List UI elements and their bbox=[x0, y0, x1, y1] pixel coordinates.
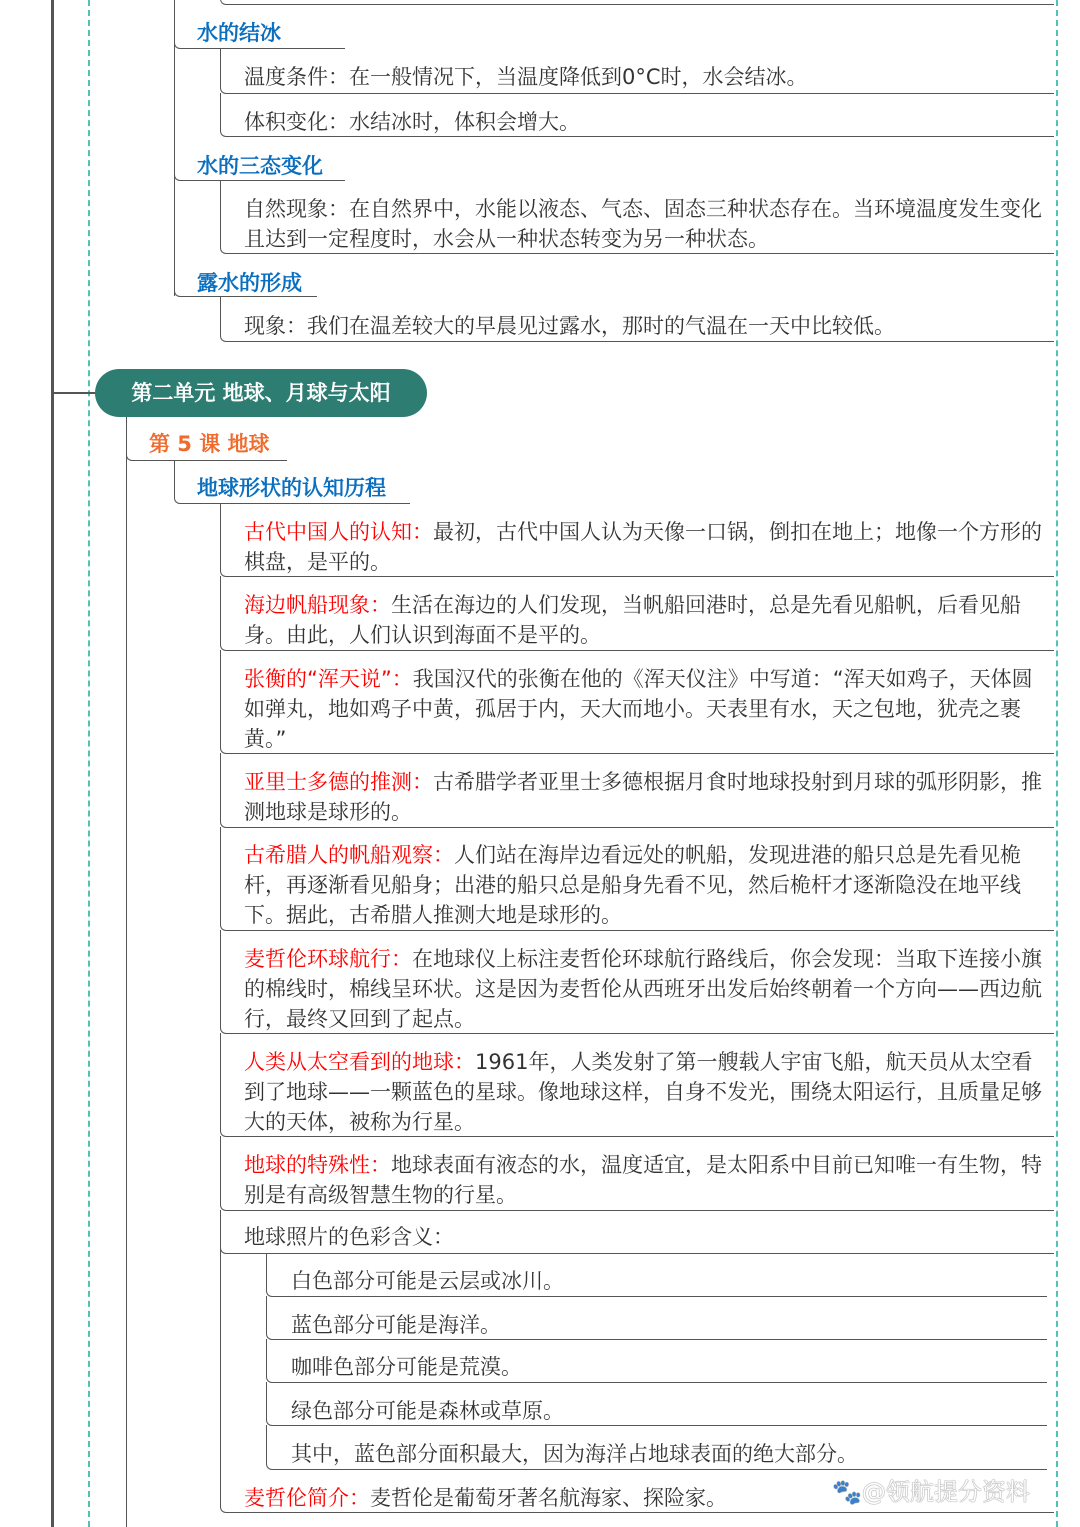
lesson-5-title: 第 5 课 地球 bbox=[149, 432, 270, 456]
topic-item-7-text: 1961年，人类发射了第一艘载人宇宙飞船，航天员从太空看到了地球——一颗蓝色的星球。像地球这样，自身不发光，围绕太阳运行，且质量足够大的天体，被称为行星。 bbox=[244, 1050, 1042, 1134]
topic-item-5-text: 人们站在海岸边看远处的帆船，发现进港的船只总是先看见桅杆，再逐渐看见船身；出港的船只总是船身先看不见，然后桅杆才逐渐隐没在地平线下。据此，古希腊人推测大地是球形的。 bbox=[244, 843, 1021, 927]
topic-item-5 bbox=[244, 840, 1044, 930]
topic-item-1 bbox=[244, 517, 1044, 577]
topic-item-4-label: 亚里士多德的推测： bbox=[244, 770, 433, 794]
unit-2-connector bbox=[126, 417, 127, 1527]
topic-item-2-label: 海边帆船现象： bbox=[244, 593, 391, 617]
topic-item-5-label: 古希腊人的帆船观察： bbox=[244, 843, 454, 867]
dew-item-1: 现象：我们在温差较大的早晨见过露水，那时的气温在一天中比较低。 bbox=[244, 314, 895, 338]
prev-item-underline bbox=[220, 0, 1054, 5]
photo-color-4: 绿色部分可能是森林或草原。 bbox=[291, 1399, 564, 1423]
photo-color-1: 白色部分可能是云层或冰川。 bbox=[291, 1269, 564, 1293]
photo-color-2: 蓝色部分可能是海洋。 bbox=[291, 1313, 501, 1337]
magellan-intro-text: 麦哲伦是葡萄牙著名航海家、探险家。 bbox=[370, 1486, 727, 1510]
freezing-item-1: 温度条件：在一般情况下，当温度降低到0°C时，水会结冰。 bbox=[244, 65, 808, 89]
topic-item-8-text: 地球表面有液态的水，温度适宜，是太阳系中目前已知唯一有生物，特别是有高级智慧生物的行星。 bbox=[244, 1153, 1042, 1207]
freezing-heading: 水的结冰 bbox=[197, 21, 281, 45]
dashed-border-left bbox=[88, 0, 90, 1527]
topic-item-3-label: 张衡的“浑天说”： bbox=[244, 667, 413, 691]
mindmap-trunk-line bbox=[51, 0, 54, 1527]
photo-color-3: 咖啡色部分可能是荒漠。 bbox=[291, 1355, 522, 1379]
freezing-item-2: 体积变化：水结冰时，体积会增大。 bbox=[244, 110, 580, 134]
topic-item-3 bbox=[244, 664, 1044, 754]
topic-item-7-label: 人类从太空看到的地球： bbox=[244, 1050, 475, 1074]
photo-colors-heading: 地球照片的色彩含义： bbox=[244, 1225, 454, 1249]
dashed-border-right bbox=[1056, 0, 1058, 1527]
photo-color-5: 其中，蓝色部分面积最大，因为海洋占地球表面的绝大部分。 bbox=[291, 1442, 858, 1466]
dew-heading: 露水的形成 bbox=[197, 271, 302, 295]
topic-item-7 bbox=[244, 1047, 1044, 1137]
topic-item-8 bbox=[244, 1150, 1044, 1210]
topic-item-6-label: 麦哲伦环球航行： bbox=[244, 947, 412, 971]
topic-item-4-text: 古希腊学者亚里士多德根据月食时地球投射到月球的弧形阴影，推测地球是球形的。 bbox=[244, 770, 1042, 824]
topic-item-2 bbox=[244, 590, 1044, 650]
topic-item-6 bbox=[244, 944, 1044, 1034]
topic-item-8-label: 地球的特殊性： bbox=[244, 1153, 391, 1177]
three-states-item-1: 自然现象：在自然界中，水能以液态、气态、固态三种状态存在。当环境温度发生变化且达到一定程度时，水会从一种状态转变为另一种状态。 bbox=[244, 197, 1042, 251]
topic-item-3-text: 我国汉代的张衡在他的《浑天仪注》中写道：“浑天如鸡子，天体圆如弹丸，地如鸡子中黄，孤居于内，天大而地小。天表里有水，天之包地，犹壳之裹黄。” bbox=[244, 667, 1033, 751]
topic-item-1-text: 最初，古代中国人认为天像一口锅，倒扣在地上；地像一个方形的棋盘，是平的。 bbox=[244, 520, 1042, 574]
watermark: 🐾@领航提分资料 bbox=[832, 1478, 1030, 1506]
topic-item-6-text: 在地球仪上标注麦哲伦环球航行路线后，你会发现：当取下连接小旗的棉线时，棉线呈环状。这是因为麦哲伦从西班牙出发后始终朝着一个方向——西边航行，最终又回到了起点。 bbox=[244, 947, 1042, 1031]
three-states-heading: 水的三态变化 bbox=[197, 154, 323, 178]
topic-item-1-label: 古代中国人的认知： bbox=[244, 520, 433, 544]
magellan-intro-box bbox=[220, 1210, 1054, 1513]
unit-2-node[interactable]: 第二单元 地球、月球与太阳 bbox=[95, 369, 427, 417]
topic-heading: 地球形状的认知历程 bbox=[197, 476, 386, 500]
topic-item-2-text: 生活在海边的人们发现，当帆船回港时，总是先看见船帆，后看见船身。由此，人们认识到海面不是平的。 bbox=[244, 593, 1021, 647]
magellan-intro-label: 麦哲伦简介： bbox=[244, 1486, 370, 1510]
topic-item-4 bbox=[244, 767, 1044, 827]
unit-connector-line bbox=[52, 392, 98, 394]
